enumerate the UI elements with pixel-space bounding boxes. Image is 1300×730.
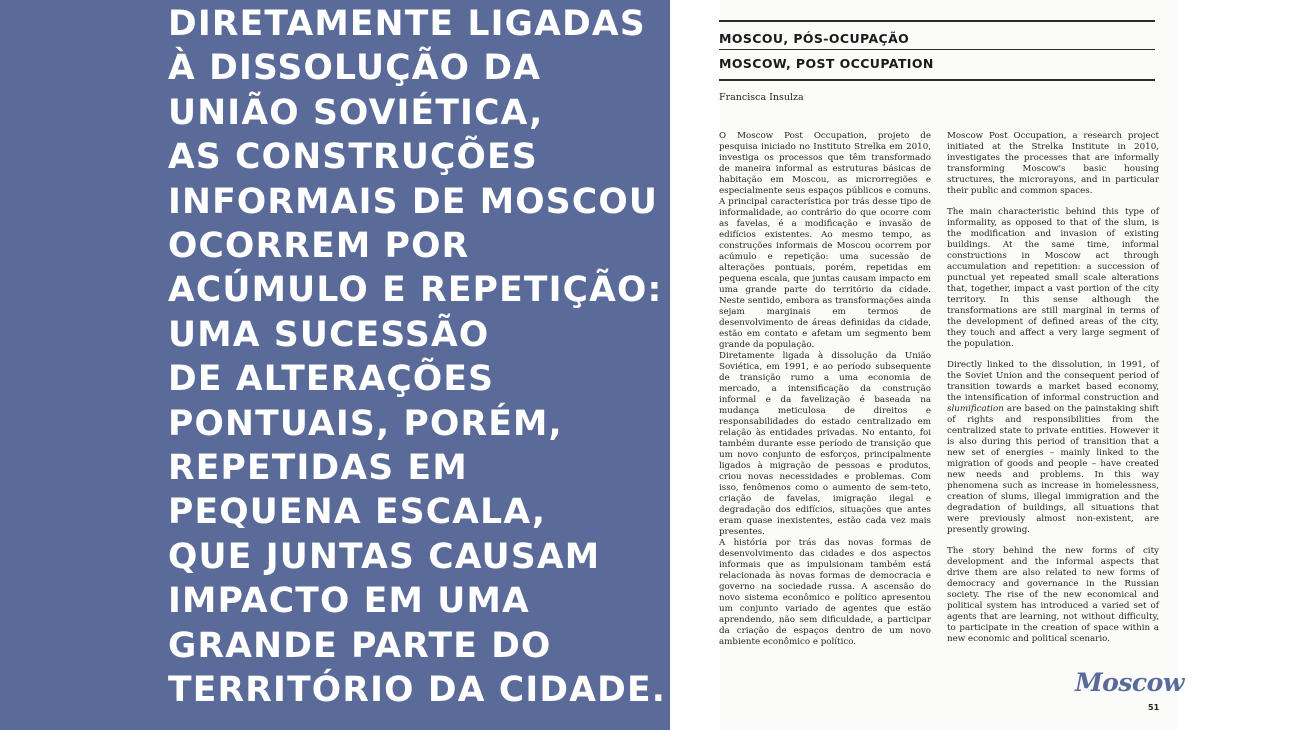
paragraph-text: Directly linked to the dissolution, in 1991, of the Soviet Union and the consequent period of transition towards a market based economy, the intensification of informal construction and xyxy=(947,360,1159,403)
rule-top xyxy=(719,20,1155,22)
quote-line: INFORMAIS DE MOSCOU xyxy=(168,181,659,222)
column-portuguese xyxy=(719,131,931,648)
paragraph-text: The main characteristic behind this type of informality, as opposed to that of the slum, is the modification and invasion of existing buildings. At the same time, informal constructions in Moscow act through accumulation and repetition: a succession of punctual yet repeated small scale alterations that, together, impact a vast portion of the city territory. In this sense although the transformations are still marginal in terms of the development of defined areas of the city, they touch and affect a very large segment of the population. xyxy=(947,207,1159,349)
rule-bottom xyxy=(719,79,1155,81)
paragraph-en xyxy=(947,546,1159,645)
title-english: MOSCOW, POST OCCUPATION xyxy=(719,56,934,71)
paragraph-text: Moscow Post Occupation, a research project initiated at the Strelka Institute in 2010, investigates the processes that are informally transforming Moscow's basic housing structures, the microrayons, and in particular their public and common spaces. xyxy=(947,131,1159,196)
quote-line: TERRITÓRIO DA CIDADE. xyxy=(168,670,667,711)
paragraph-en xyxy=(947,360,1159,536)
pull-quote xyxy=(168,2,667,713)
quote-line: AS CONSTRUÇÕES xyxy=(168,137,538,178)
quote-line: UNIÃO SOVIÉTICA, xyxy=(168,92,544,133)
rule-middle xyxy=(719,49,1155,50)
paragraph-en xyxy=(947,207,1159,350)
quote-line: GRANDE PARTE DO xyxy=(168,625,552,666)
quote-line: PONTUAIS, PORÉM, xyxy=(168,403,563,444)
quote-line: OCORREM POR xyxy=(168,226,470,267)
paragraph-en xyxy=(947,131,1159,197)
moscow-logo: Moscow xyxy=(1075,668,1184,697)
quote-line: UMA SUCESSÃO xyxy=(168,314,490,355)
quote-line: DIRETAMENTE LIGADAS xyxy=(168,4,646,44)
paragraph-text: The story behind the new forms of city development and the informal aspects that drive them are also related to new forms of democracy and governance in the Russian society. The rise of the new economical and political system has introduced a varied set of agents that are learning, not without difficulty, to participate in the creation of space within a new economic and political scenario. xyxy=(947,546,1159,644)
title-portuguese: MOSCOU, PÓS-OCUPAÇÃO xyxy=(719,31,910,46)
page-number: 51 xyxy=(1148,703,1160,712)
quote-line: ACÚMULO E REPETIÇÃO: xyxy=(168,270,663,311)
quote-line: PEQUENA ESCALA, xyxy=(168,492,547,533)
italic-term: slumification xyxy=(947,404,1004,414)
paragraph-pt: A história por trás das novas formas de desenvolvimento das cidades e dos aspectos informais que as impulsionam também está relacionada às novas formas de democracia e governo na sociedade russa. A ascensão do novo sistema econômico e político apresentou um conjunto variado de agentes que estão aprendendo, não sem dificuldade, a participar da criação de espaços dentro de um novo ambiente econômico e político. xyxy=(719,538,931,647)
column-english xyxy=(947,131,1159,655)
paragraph-pt: Diretamente ligada à dissolução da União Soviética, em 1991, e ao período subsequente de transição rumo a uma economia de mercado, a intensificação da construção informal e da favelização é baseada na mudança meticulosa de direitos e responsabilidades do estado centralizado em relação às entidades privadas. No entanto, foi também durante esse período de transição que um novo conjunto de esforços, principalmente ligados à migração de pessoas e produtos, criou novas necessidades e problemas. Com isso, fenômenos como o aumento de sem-teto, criação de favelas, imigração ilegal e degradação dos edifícios, situações que antes eram quase inexistentes, estão cada vez mais presentes. xyxy=(719,351,931,537)
quote-line: QUE JUNTAS CAUSAM xyxy=(168,536,601,577)
paragraph-text: are based on the painstaking shift of rights and responsibilities from the centralized state to private entities. However it is also during this period of transition that a new set of energies – mainly linked to the migration of goods and people – have created new needs and problems. In this way phenomena such as increase in homelessness, creation of slums, illegal immigration and the degradation of buildings, all situations that were previously almost non-existent, are presently growing. xyxy=(947,404,1159,535)
quote-line: À DISSOLUÇÃO DA xyxy=(168,48,542,89)
author-name: Francisca Insulza xyxy=(719,92,804,103)
quote-line: REPETIDAS EM xyxy=(168,448,468,489)
paragraph-pt: O Moscow Post Occupation, projeto de pesquisa iniciado no Instituto Strelka em 2010, investiga os processos que têm transformado de maneira informal as estruturas básicas de habitação em Moscou, as microrregiões e especialmente seus espaços públicos e comuns. A principal característica por trás desse tipo de informalidade, ao contrário do que ocorre com as favelas, é a modificação e invasão de edifícios existentes. Ao mesmo tempo, as construções informais de Moscou ocorrem por acúmulo e repetição: uma sucessão de alterações pontuais, porém, repetidas em pequena escala, que juntas causam impacto em uma grande parte do território da cidade. Neste sentido, embora as transformações ainda sejam marginais em termos de desenvolvimento de áreas definidas da cidade, estão em contato e afetam um segmento bem grande da população. xyxy=(719,131,931,350)
quote-line: IMPACTO EM UMA xyxy=(168,581,530,622)
quote-line: DE ALTERAÇÕES xyxy=(168,359,495,400)
